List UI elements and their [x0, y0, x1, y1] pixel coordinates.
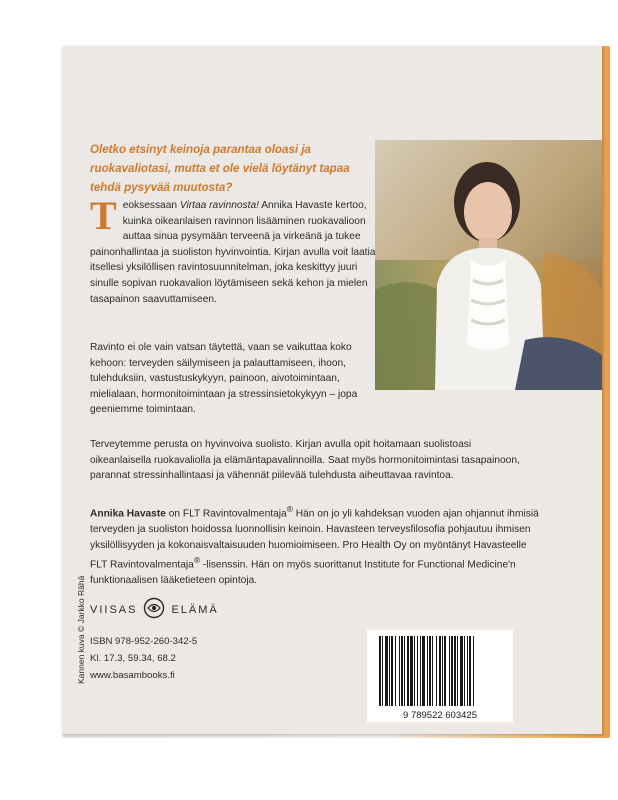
intro-line-3: tehdä pysyvää muutosta? — [90, 181, 233, 194]
author-photo — [375, 140, 602, 390]
isbn: ISBN 978-952-260-342-5 — [90, 636, 198, 647]
library-class: Kl. 17.3, 59.34, 68.2 — [90, 653, 176, 664]
author-bio: Annika Havaste on FLT Ravintovalmentaja® Hän on jo yli kahdeksan vuoden ajan ohjannut ihmisiä terveyden ja suoliston hoidossa luonnollisin keinoin. Havasteen terveysfilosofia pohjautuu ihmisen yksilöllisyyden ja kokonaisvaltaisuuden huomioimiseen. Pro Health Oy on myöntänyt Havasteelle FLT Ravintovalmentaja® -lisenssin. Hän on myös suorittanut Institute for Functional Medicine'n funktionaalisen lääketieteen opintoja. — [90, 504, 539, 587]
para1-lead: eoksessaan — [122, 200, 180, 211]
barcode-icon — [367, 630, 513, 722]
cover-photo-credit: Kannen kuva © Jarkko Rähä — [76, 575, 86, 684]
registered-mark: ® — [286, 504, 293, 514]
barcode-number: 9 789522 603425 — [403, 710, 477, 721]
book-title: Virtaa ravinnosta! — [179, 200, 259, 211]
publisher-url: www.basambooks.fi — [90, 670, 175, 681]
drop-cap: T — [90, 193, 117, 238]
description-paragraph-3: Terveytemme perusta on hyvinvoiva suolisto. Kirjan avulla opit hoitamaan suolistoasi oikeanlaisella ruokavaliolla ja elämäntapavalinnoilla. Saat myös hormonitoimintasi tasapainoon, parannat stressinhallintaasi ja vähennät piilevää tulehdusta aiheuttavaa ravintoa. — [90, 439, 520, 482]
para1-rest: Annika Havaste kertoo, kuinka oikeanlaisen ravinnon lisääminen ruokavalioon auttaa sinua pysymään terveenä ja virkeänä ja tukee painonhallintaa ja suoliston hyvinvointia. Kirjan avulla voit laatia itsellesi yksilöllisen ravintosuunnitelman, joka keskittyy juuri sinulle sopivan ruokavalion löytämiseen sekä kehon ja mielen tasapainon saavuttamiseen. — [90, 200, 376, 305]
intro-line-1: Oletko etsinyt keinoja parantaa oloasi ja — [90, 143, 312, 156]
publisher-name-right: ELÄMÄ — [171, 603, 219, 616]
author-name: Annika Havaste — [90, 508, 166, 520]
isbn-barcode — [367, 630, 513, 722]
publisher-emblem-icon — [143, 597, 165, 622]
description-paragraph-1 — [90, 193, 376, 307]
author-portrait-illustration — [375, 140, 602, 390]
description-paragraph-2: Ravinto ei ole vain vatsan täytettä, vaan se vaikuttaa koko kehoon: terveyden säilymiseen ja palauttamiseen, ihoon, tulehduksiin, vastustuskykyyn, painoon, aivotoimintaan, mielialaan, hormonitoimintaan ja stressinsietokykyyn – jopa geeniemme toimintaan. — [90, 342, 358, 416]
registered-mark-2: ® — [193, 555, 201, 566]
intro-question — [90, 140, 370, 197]
book-metadata — [90, 633, 197, 684]
publisher-logo — [90, 597, 219, 622]
intro-line-2: ruokavaliotasi, mutta et ole vielä löytänyt tapaa — [90, 162, 350, 175]
publisher-name-left: VIISAS — [90, 603, 138, 616]
